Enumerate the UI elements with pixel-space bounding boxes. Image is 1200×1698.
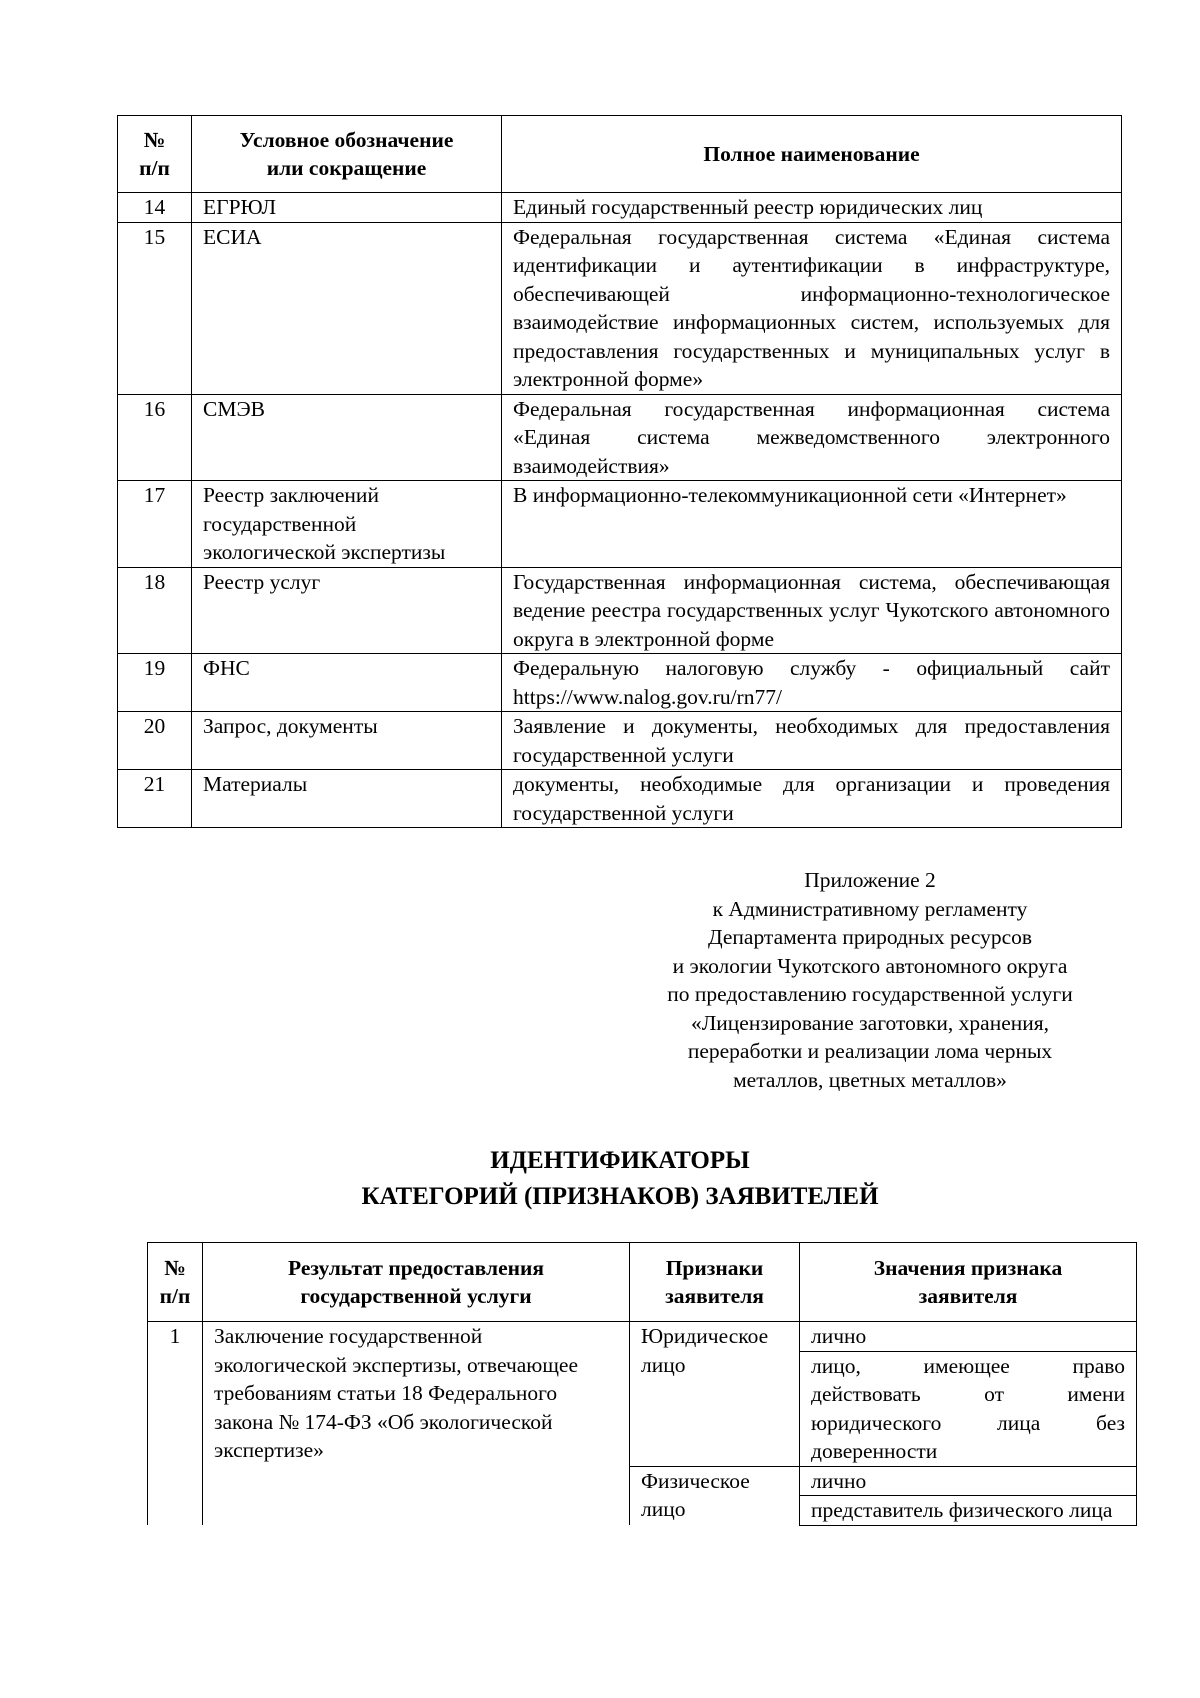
table-row [118,567,1122,654]
sign-value: лично [800,1322,1137,1352]
header-result: Результат предоставления государственной услуги [203,1243,630,1322]
appendix-line: Департамента природных ресурсов [707,925,1033,949]
appendix-line: Приложение 2 [804,868,936,892]
header-sign: Признаки заявителя [630,1243,800,1322]
row-full-name: Федеральная государственная система «Единая система идентификации и аутентификации в инфраструктуре, обеспечивающей информационно-технологическое взаимодействие информационных систем, используемых для предоставления государственных и муниципальных услуг в электронной форме» [502,222,1122,394]
row-full-name: Федеральную налоговую службу - официальный сайт https://www.nalog.gov.ru/rn77/ [502,654,1122,712]
appendix-line: «Лицензирование заготовки, хранения, [690,1010,1050,1035]
table-row [118,481,1122,568]
row-full-name: В информационно-телекоммуникационной сети «Интернет» [502,481,1122,568]
sign-value: представитель физического лица [800,1496,1137,1526]
row-num: 17 [118,481,192,568]
heading-line-1: ИДЕНТИФИКАТОРЫ [490,1147,750,1174]
appendix-line: металлов, цветных металлов» [733,1067,1007,1092]
appendix-caption [620,866,1120,1094]
table-row [118,654,1122,712]
row-num: 19 [118,654,192,712]
row-short-name: СМЭВ [192,394,502,481]
appendix-line: к Административному регламенту [712,896,1028,921]
section-heading [0,1143,1200,1215]
header-short-name: Условное обозначение или сокращение [192,116,502,193]
row-short-name: Реестр заключений государственной экологической экспертизы [192,481,502,568]
row-num: 15 [118,222,192,394]
row-short-name: ЕСИА [192,222,502,394]
row-result: Заключение государственной экологической экспертизы, отвечающее требованиям статьи 18 Федерального закона № 174-ФЗ «Об экологической экспертизе» [203,1322,630,1526]
applicant-sign-legal: Юридическое лицо [630,1322,800,1467]
row-num: 14 [118,193,192,223]
row-num: 21 [118,770,192,828]
row-num: 20 [118,712,192,770]
header-num: № п/п [148,1243,203,1322]
row-short-name: ЕГРЮЛ [192,193,502,223]
row-full-name: Федеральная государственная информационная система «Единая система межведомственного электронного взаимодействия» [502,394,1122,481]
identifiers-table [147,1242,1137,1526]
identifiers-header-row [148,1243,1137,1322]
row-full-name: Единый государственный реестр юридических лиц [502,193,1122,223]
header-full-name: Полное наименование [502,116,1122,193]
sign-value: лицо, имеющее право действовать от имени юридического лица без доверенности [800,1351,1137,1466]
heading-line-2: КАТЕГОРИЙ (ПРИЗНАКОВ) ЗАЯВИТЕЛЕЙ [361,1183,879,1210]
table-row [118,770,1122,828]
row-full-name: документы, необходимые для организации и проведения государственной услуги [502,770,1122,828]
table-row [148,1322,1137,1352]
table-row [118,712,1122,770]
row-num: 1 [148,1322,203,1526]
row-full-name: Государственная информационная система, обеспечивающая ведение реестра государственных услуг Чукотского автономного округа в электронной форме [502,567,1122,654]
abbreviations-header-row [118,116,1122,193]
row-num: 18 [118,567,192,654]
row-short-name: Реестр услуг [192,567,502,654]
sign-value: лично [800,1466,1137,1496]
row-full-name: Заявление и документы, необходимых для предоставления государственной услуги [502,712,1122,770]
table-row [118,394,1122,481]
table-row [118,193,1122,223]
header-value: Значения признака заявителя [800,1243,1137,1322]
row-short-name: Запрос, документы [192,712,502,770]
header-num: № п/п [118,116,192,193]
row-short-name: ФНС [192,654,502,712]
appendix-line: и экологии Чукотского автономного округа [672,953,1068,978]
abbreviations-table [117,115,1122,828]
table-row [118,222,1122,394]
appendix-line: по предоставлению государственной услуги [667,982,1073,1006]
appendix-line: переработки и реализации лома черных [687,1039,1053,1063]
row-num: 16 [118,394,192,481]
row-short-name: Материалы [192,770,502,828]
applicant-sign-individual: Физическое лицо [630,1466,800,1525]
